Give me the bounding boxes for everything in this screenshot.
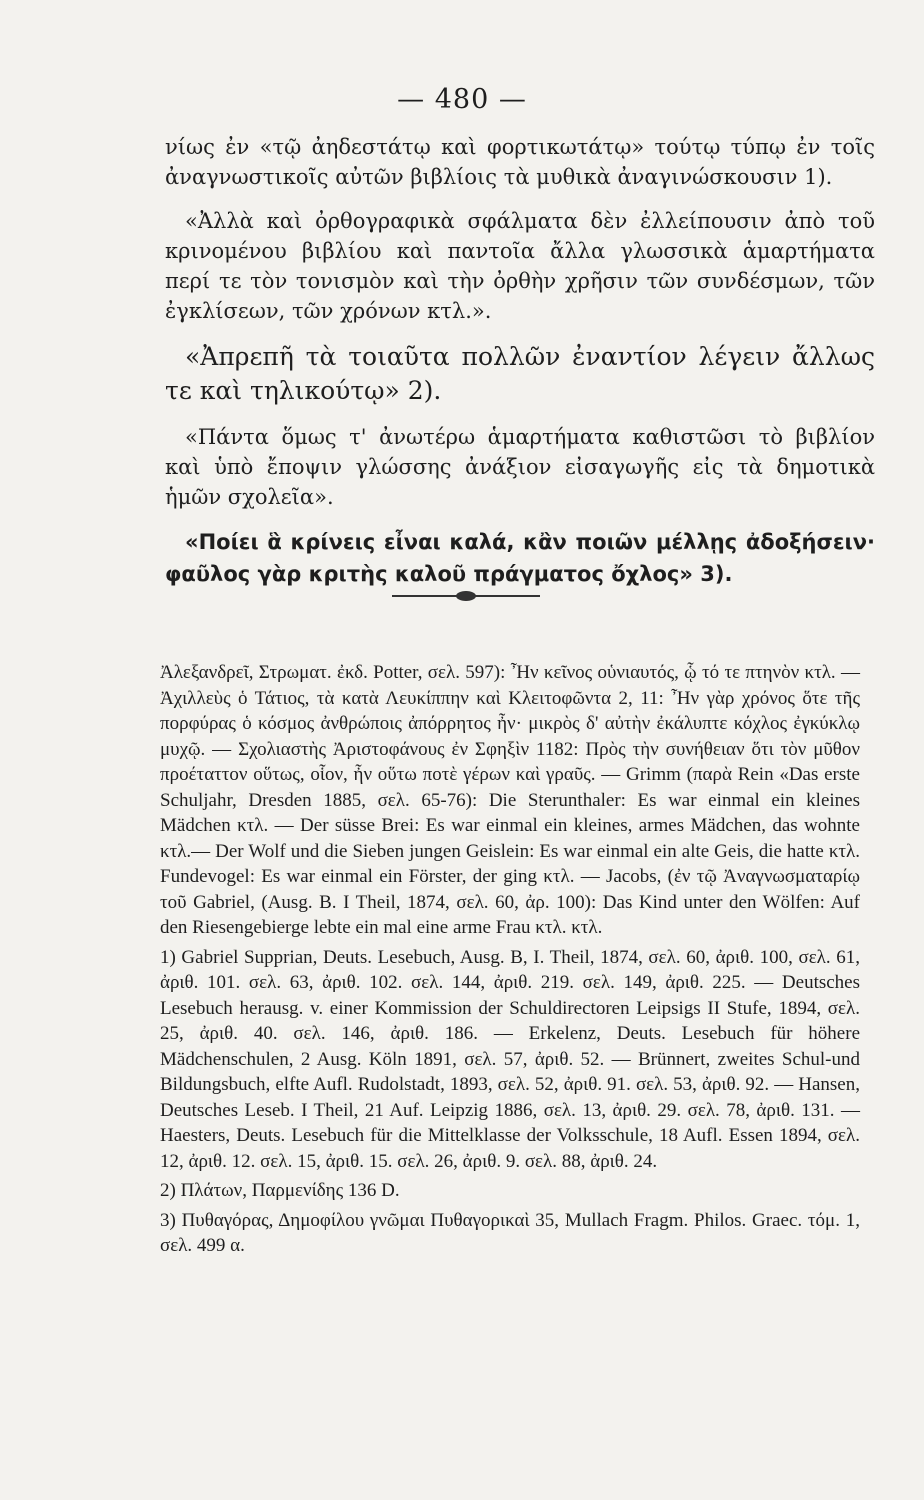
main-text — [165, 132, 875, 604]
divider-ornament — [456, 591, 476, 601]
paragraph-3: «Ἀπρεπῆ τὰ τοιαῦτα πολλῶν ἐναντίον λέγειν ἄλλως τε καὶ τηλικούτῳ» 2). — [165, 342, 875, 405]
paragraph-4: «Πάντα ὅμως τ' ἀνωτέρω ἁμαρτήματα καθιστῶσι τὸ βιβλίον καὶ ὑπὸ ἔποψιν γλώσσης ἀνάξιον εἰσαγωγῆς εἰς τὰ δημοτικὰ ἡμῶν σχολεῖα». — [165, 425, 875, 509]
note-continuation: Ἀλεξανδρεῖ, Στρωματ. ἐκδ. Potter, σελ. 597): Ἦν κεῖνος οὑνιαυτός, ᾧ τό τε πτηνὸν κτλ. — Ἀχιλλεὺς ὁ Τάτιος, τὰ κατὰ Λευκίππην καὶ Κλειτοφῶντα 2, 11: Ἦν γὰρ χρόνος ὅτε τῆς πορφύρας ὁ κόσμος ἀνθρώποις ἀπόρρητος ἦν· μικρὸς δ' αὐτὴν ἐκάλυπτε κόχλος ἐγκύκλῳ μυχῷ. — Σχολιαστὴς Ἀριστοφάνους ἐν Σφηξὶν 1182: Πρὸς τὴν συνήθειαν ὅτι τὸν μῦθον προέταττον οὕτως, οἷον, ἦν οὕτω ποτὲ γέρων καὶ γραῦς. — Grimm (παρὰ Rein «Das erste Schuljahr, Dresden 1885, σελ. 65-76): Die Sterunthaler: Es war einmal ein kleines Mädchen κτλ. — Der süsse Brei: Es war einmal ein kleines, armes Mädchen, das wohnte κτλ.— Der Wolf und die Sieben jungen Geislein: Es war einmal ein alte Geis, die hatte κτλ. Fundevogel: Es war einmal ein Förster, der ging κτλ. — Jacobs, (ἐν τῷ Ἀναγνωσματαρίῳ τοῦ Gabriel, (Ausg. B. I Theil, 1874, σελ. 60, ἀρ. 100): Das Kind unter den Wölfen: Auf den Riesengebierge lebte ein mal eine arme Frau κτλ. κτλ. — [160, 662, 860, 938]
page-number: — 480 — — [397, 84, 527, 115]
paragraph-5-quote: «Ποίει ἃ κρίνεις εἶναι καλά, κἂν ποιῶν μέλλῃς ἀδοξήσειν· φαῦλος γὰρ κριτὴς καλοῦ πράγματος ὄχλος» 3). — [165, 530, 875, 586]
footnote-3: 3) Πυθαγόρας, Δημοφίλου γνῶμαι Πυθαγορικαὶ 35, Mullach Fragm. Philos. Graec. τόμ. 1, σελ. 499 α. — [160, 1209, 860, 1256]
footnote-2: 2) Πλάτων, Παρμενίδης 136 D. — [160, 1180, 400, 1201]
paragraph-2: «Ἀλλὰ καὶ ὀρθογραφικὰ σφάλματα δὲν ἐλλείπουσιν ἀπὸ τοῦ κρινομένου βιβλίου καὶ παντοῖα ἄλλα γλωσσικὰ ἁμαρτήματα περί τε τὸν τονισμὸν καὶ τὴν ὀρθὴν χρῆσιν τῶν συνδέσμων, τῶν ἐγκλίσεων, τῶν χρόνων κτλ.». — [165, 209, 875, 323]
footnotes — [160, 660, 860, 1263]
footnote-1: 1) Gabriel Supprian, Deuts. Lesebuch, Ausg. B, I. Theil, 1874, σελ. 60, ἀριθ. 100, σελ. 61, ἀριθ. 101. σελ. 63, ἀριθ. 102. σελ. 144, ἀριθ. 219. σελ. 149, ἀριθ. 225. — Deutsches Lesebuch herausg. v. einer Kommission der Schuldirectoren Leipsigs II Stufe, 1894, σελ. 25, ἀριθ. 40. σελ. 146, ἀριθ. 186. — Erkelenz, Deuts. Lesebuch für höhere Mädchenschulen, 2 Ausg. Köln 1891, σελ. 57, ἀριθ. 52. — Brünnert, zweites Schul-und Bildungsbuch, elfte Aufl. Rudolstadt, 1893, σελ. 52, ἀριθ. 91. σελ. 53, ἀριθ. 92. — Hansen, Deutsches Leseb. I Theil, 21 Auf. Leipzig 1886, σελ. 13, ἀριθ. 29. σελ. 78, ἀριθ. 131. — Haesters, Deuts. Lesebuch für die Mittelklasse der Volksschule, 18 Aufl. Essen 1894, σελ. 12, ἀριθ. 12. σελ. 15, ἀριθ. 15. σελ. 26, ἀριθ. 9. σελ. 88, ἀριθ. 24. — [160, 946, 860, 1172]
paragraph-1: νίως ἐν «τῷ ἀηδεστάτῳ καὶ φορτικωτάτῳ» τούτῳ τύπῳ ἐν τοῖς ἀναγνωστικοῖς αὐτῶν βιβλίοις τὰ μυθικὰ ἀναγινώσκουσιν 1). — [165, 135, 875, 189]
ornamental-divider — [392, 595, 540, 597]
